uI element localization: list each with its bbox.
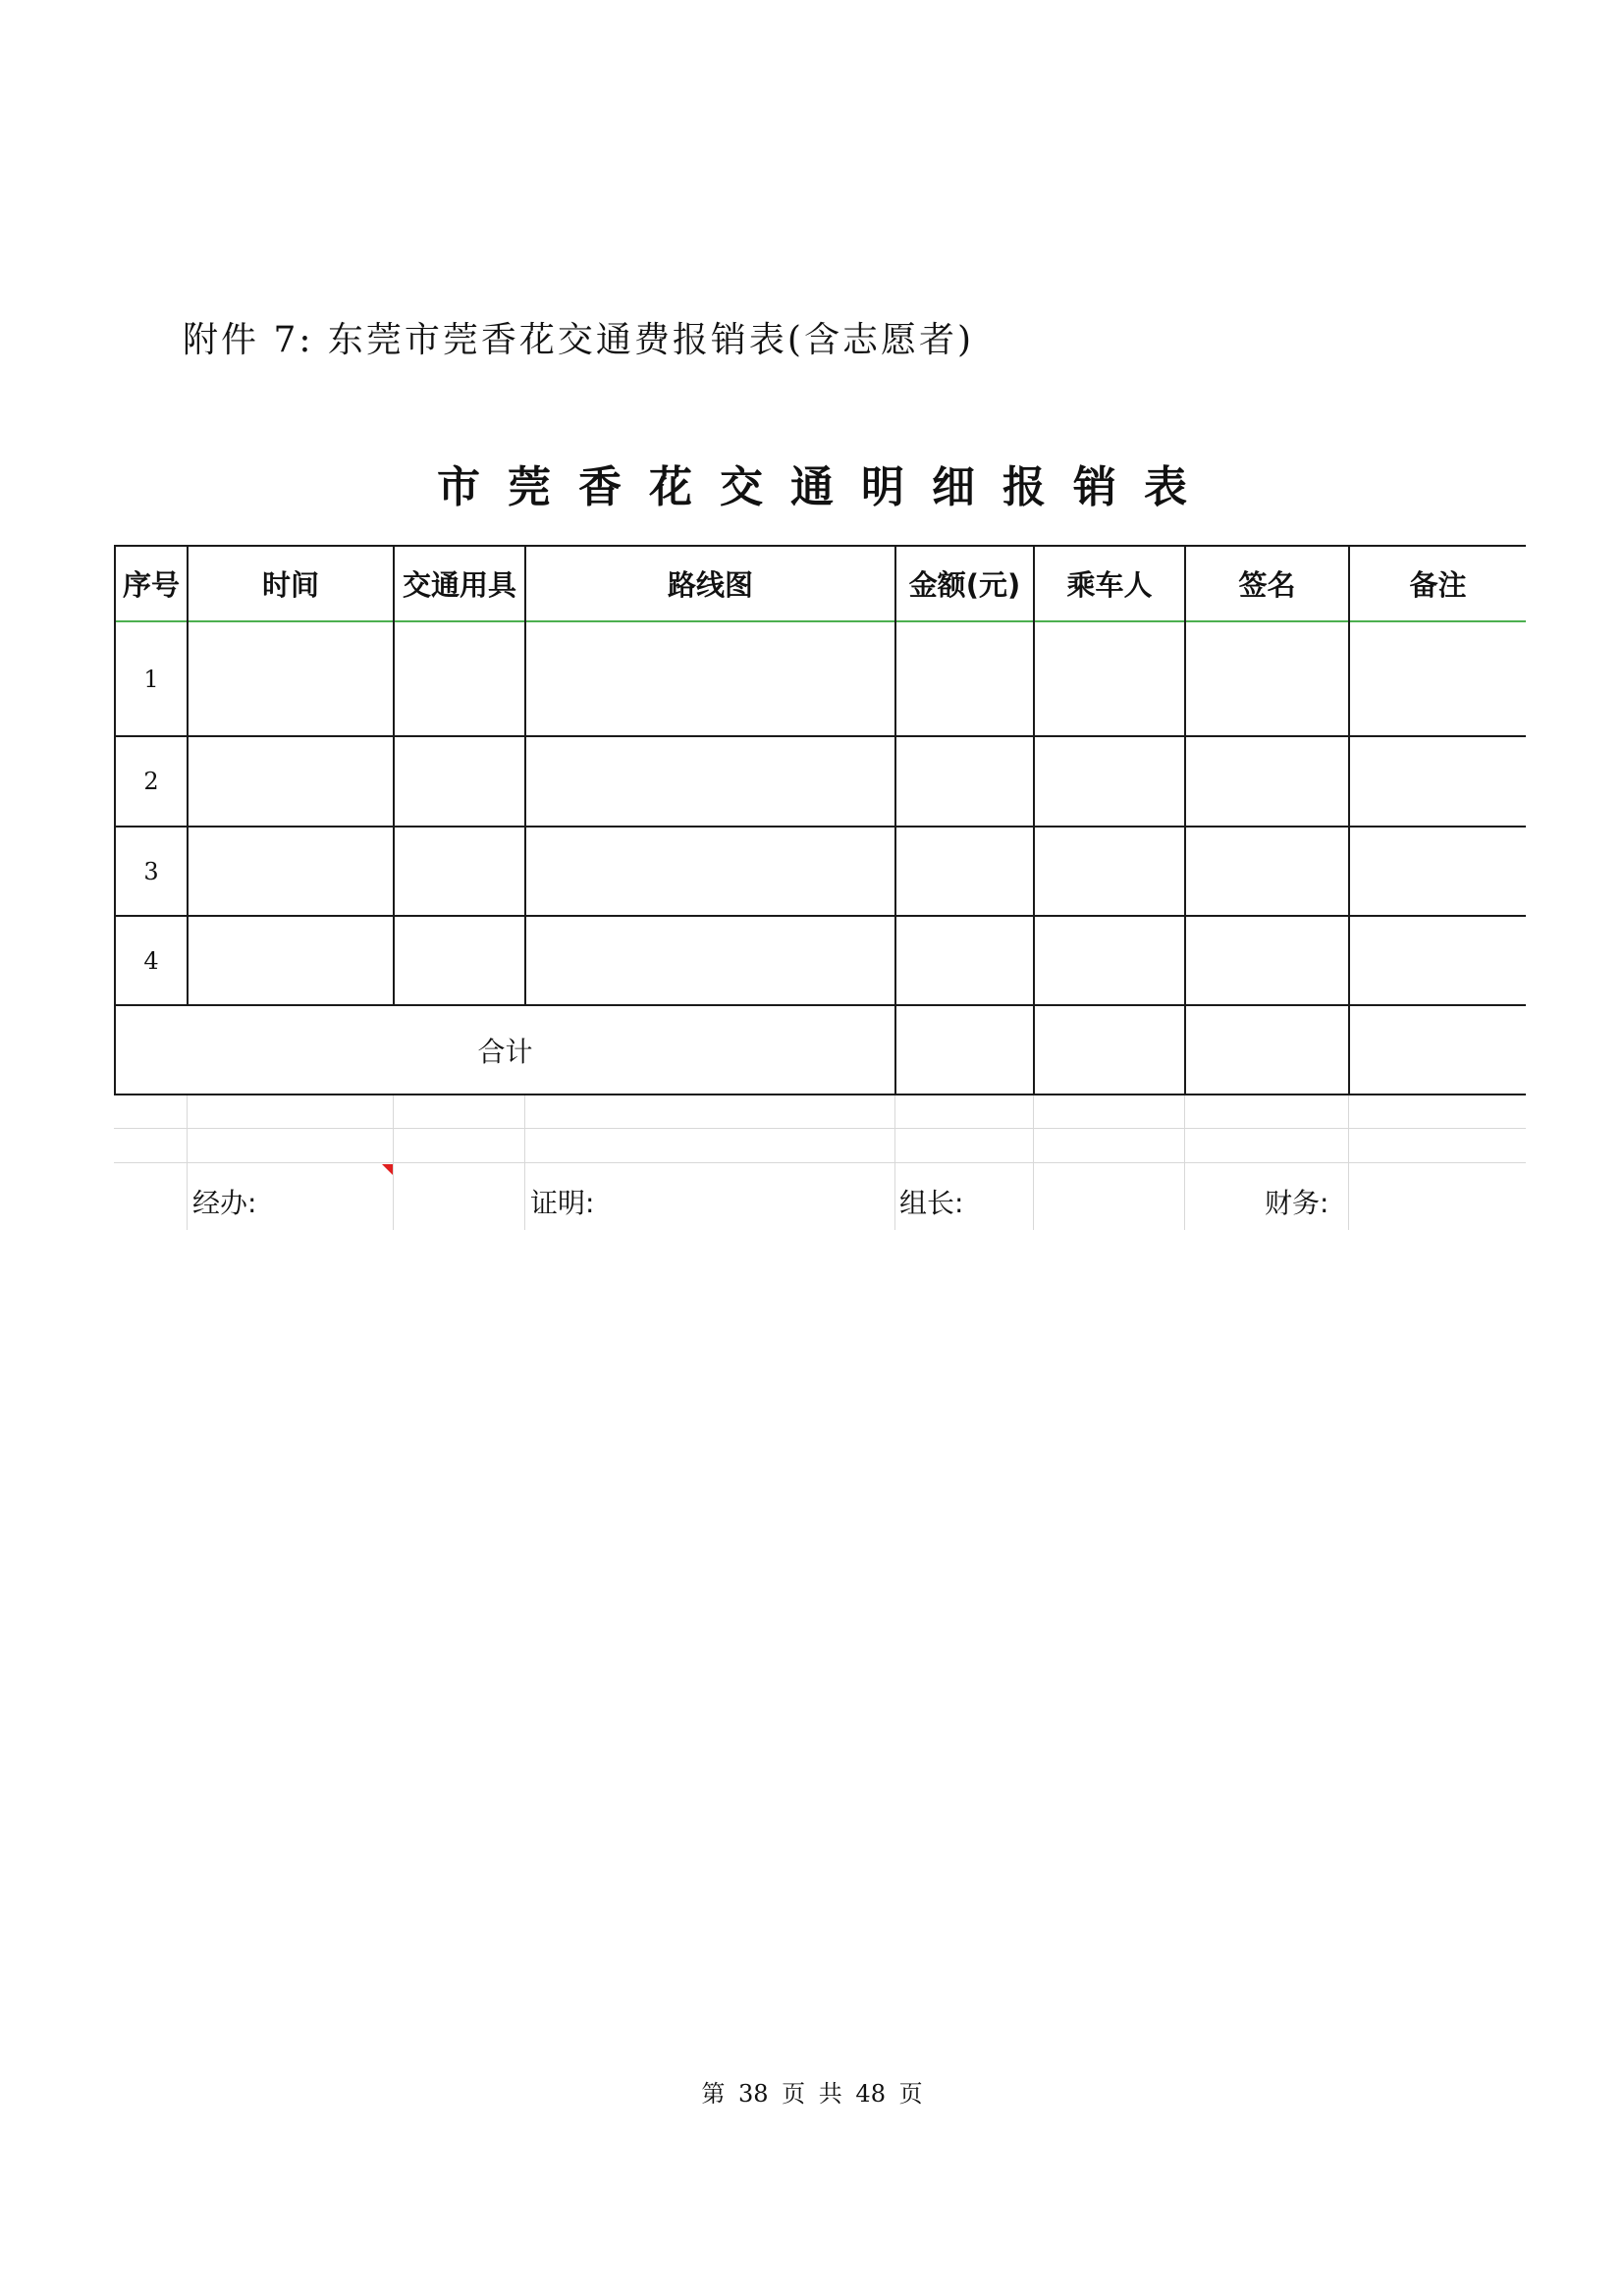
- light-col-5: [1033, 1095, 1034, 1230]
- handler-label: 经办:: [192, 1187, 257, 1219]
- light-col-4: [894, 1095, 895, 1230]
- header-remarks: 备注: [1409, 568, 1467, 602]
- col-line-6: [1184, 545, 1186, 1095]
- attachment-title: 附件 7: 东莞市莞香花交通费报销表(含志愿者): [183, 320, 975, 360]
- light-row-1: [114, 1128, 1526, 1129]
- header-index: 序号: [122, 568, 180, 602]
- light-col-7: [1348, 1095, 1349, 1230]
- header-passenger: 乘车人: [1066, 568, 1153, 602]
- header-signature: 签名: [1238, 568, 1296, 602]
- page-footer: 第 38 页 共 48 页: [701, 2080, 923, 2108]
- col-line-7: [1348, 545, 1350, 1095]
- light-col-2: [393, 1095, 394, 1230]
- row-index-4: 4: [143, 946, 159, 975]
- light-col-3: [524, 1095, 525, 1230]
- table-bottom-border: [114, 1094, 1526, 1095]
- comment-marker-icon: [382, 1164, 393, 1175]
- table-title: 市莞香花交通明细报销表: [437, 462, 1215, 512]
- light-row-2: [114, 1162, 1526, 1163]
- leader-label: 组长:: [899, 1187, 964, 1219]
- header-time: 时间: [261, 568, 319, 602]
- row-divider-2: [114, 826, 1526, 828]
- light-col-6: [1184, 1095, 1185, 1230]
- header-divider: [114, 620, 1526, 622]
- light-col-1: [187, 1095, 188, 1230]
- header-vehicle: 交通用具: [402, 568, 516, 602]
- row-index-3: 3: [143, 857, 159, 885]
- finance-label: 财务:: [1265, 1187, 1329, 1219]
- row-divider-3: [114, 915, 1526, 917]
- proof-label: 证明:: [530, 1187, 595, 1219]
- total-label: 合计: [477, 1035, 533, 1068]
- header-route: 路线图: [667, 568, 753, 602]
- col-line-4: [894, 545, 896, 1095]
- header-amount: 金额(元): [908, 568, 1021, 602]
- row-index-1: 1: [143, 665, 159, 693]
- row-divider-1: [114, 735, 1526, 737]
- row-index-2: 2: [143, 768, 159, 795]
- col-line-5: [1033, 545, 1035, 1095]
